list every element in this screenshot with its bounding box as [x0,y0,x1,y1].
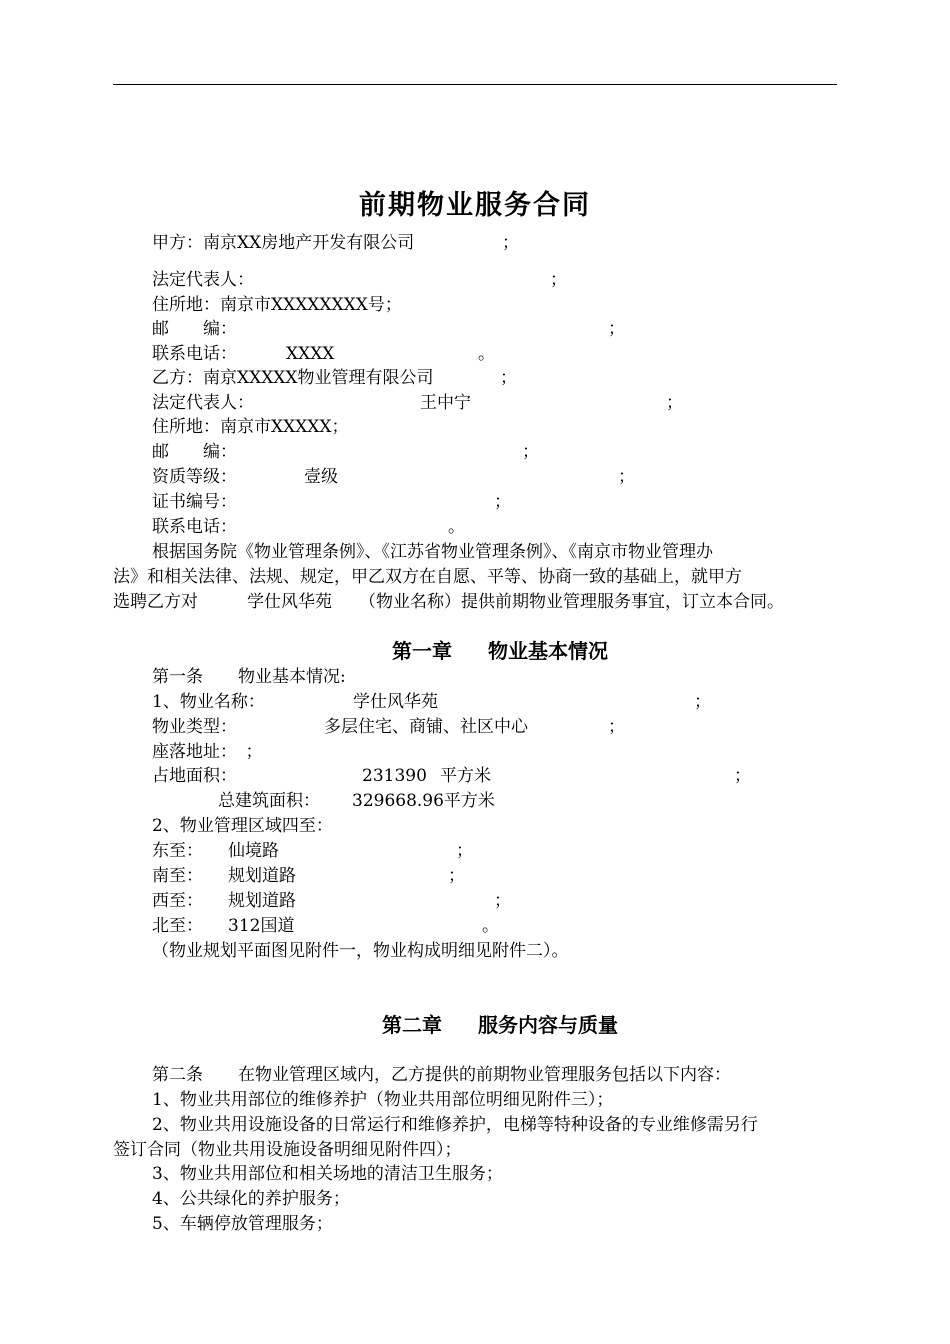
property-name-label: 1、物业名称： [152,692,265,712]
north-boundary-value: 312国道 [228,916,295,936]
preamble-line-3-end: （物业名称）提供前期物业管理服务事宜，订立本合同。 [359,592,784,612]
build-area-value: 329668.96平方米 [352,791,495,811]
north-boundary-label: 北至： [152,916,203,936]
party-a-end: ； [502,233,519,253]
service-item-2-line-2: 签订合同（物业共用设施设备明细见附件四）； [113,1140,462,1160]
party-a-postcode-end: ； [608,319,625,339]
property-name-end: ； [694,692,711,712]
header-rule [113,84,837,85]
south-boundary-label: 南至： [152,866,203,886]
party-b-postcode-end: ； [522,442,539,462]
party-a-phone-label: 联系电话： [152,344,237,364]
party-a-rep-label: 法定代表人： [152,270,254,290]
party-b-phone-label: 联系电话： [152,517,237,537]
party-b-phone-end: 。 [448,517,465,537]
party-b-qualification-end: ； [618,467,635,487]
chapter-2-heading [0,1010,950,1040]
preamble-line-3-start: 选聘乙方对 [113,592,198,612]
party-a-phone-value: XXXX [286,344,335,364]
east-boundary-end: ； [456,841,473,861]
party-b-rep-label: 法定代表人： [152,393,254,413]
preamble-property-name: 学仕风华苑 [247,592,332,612]
attachment-note: （物业规划平面图见附件一，物业构成明细见附件二）。 [152,941,569,961]
article-1-number: 第一条 [152,667,203,687]
south-boundary-end: ； [448,866,465,886]
boundary-label: 2、物业管理区域四至： [152,816,333,836]
article-1-title: 物业基本情况: [238,667,346,687]
chapter-1-heading [0,636,950,666]
property-type-value: 多层住宅、商铺、社区中心 [324,717,528,737]
party-a-name: 甲方：南京XX房地产开发有限公司 [152,233,415,253]
party-b-qualification-value: 壹级 [304,467,338,487]
build-area-label: 总建筑面积： [218,791,320,811]
party-a-rep-end: ； [550,270,567,290]
party-a-phone-end: 。 [478,344,495,364]
east-boundary-value: 仙境路 [228,841,279,861]
service-item-3: 3、物业共用部位和相关场地的清洁卫生服务； [152,1164,503,1184]
party-b-qualification-label: 资质等级： [152,467,237,487]
party-b-cert-label: 证书编号： [152,492,237,512]
chapter-1-title: 物业基本情况 [488,639,608,663]
preamble-line-2: 法》和相关法律、法规、规定，甲乙双方在自愿、平等、协商一致的基础上，就甲方 [113,567,742,587]
land-area-label: 占地面积： [152,766,237,786]
service-item-5: 5、车辆停放管理服务； [152,1214,333,1234]
north-boundary-end: 。 [482,916,499,936]
property-type-end: ； [608,717,625,737]
west-boundary-label: 西至： [152,891,203,911]
document-title: 前期物业服务合同 [359,190,591,221]
property-type-label: 物业类型： [152,717,237,737]
service-item-2-line-1: 2、物业共用设施设备的日常运行和维修养护，电梯等特种设备的专业维修需另行 [152,1115,758,1135]
preamble-line-3 [113,590,837,614]
party-a-address: 住所地：南京市XXXXXXXX号； [152,295,402,315]
preamble-line-1: 根据国务院《物业管理条例》、《江苏省物业管理条例》、《南京市物业管理办 [152,542,713,562]
party-b-postcode-label: 邮 编： [152,442,237,462]
party-a-postcode-label: 邮 编： [152,319,237,339]
land-area-value: 231390 [362,766,427,786]
party-b-address: 住所地：南京市XXXXX； [152,417,349,437]
chapter-2-number: 第二章 [382,1013,442,1037]
property-name-value: 学仕风华苑 [353,692,438,712]
party-b-rep-value: 王中宁 [420,393,471,413]
land-area-unit: 平方米 [440,766,491,786]
party-b-cert-end: ； [494,492,511,512]
article-2-number: 第二条 [152,1065,203,1085]
west-boundary-end: ； [494,891,511,911]
service-item-4: 4、公共绿化的养护服务； [152,1189,350,1209]
party-b-end: ； [500,368,517,388]
article-2-text: 在物业管理区域内，乙方提供的前期物业管理服务包括以下内容： [238,1065,731,1085]
chapter-1-number: 第一章 [392,639,452,663]
service-item-1: 1、物业共用部位的维修养护（物业共用部位明细见附件三）； [152,1090,614,1110]
west-boundary-value: 规划道路 [228,891,296,911]
party-b-rep-end: ； [666,393,683,413]
land-area-end: ； [734,766,751,786]
chapter-2-title: 服务内容与质量 [478,1013,618,1037]
east-boundary-label: 东至： [152,841,203,861]
property-location: 座落地址： ； [152,742,263,762]
party-b-name: 乙方：南京XXXXX物业管理有限公司 [152,368,434,388]
south-boundary-value: 规划道路 [228,866,296,886]
